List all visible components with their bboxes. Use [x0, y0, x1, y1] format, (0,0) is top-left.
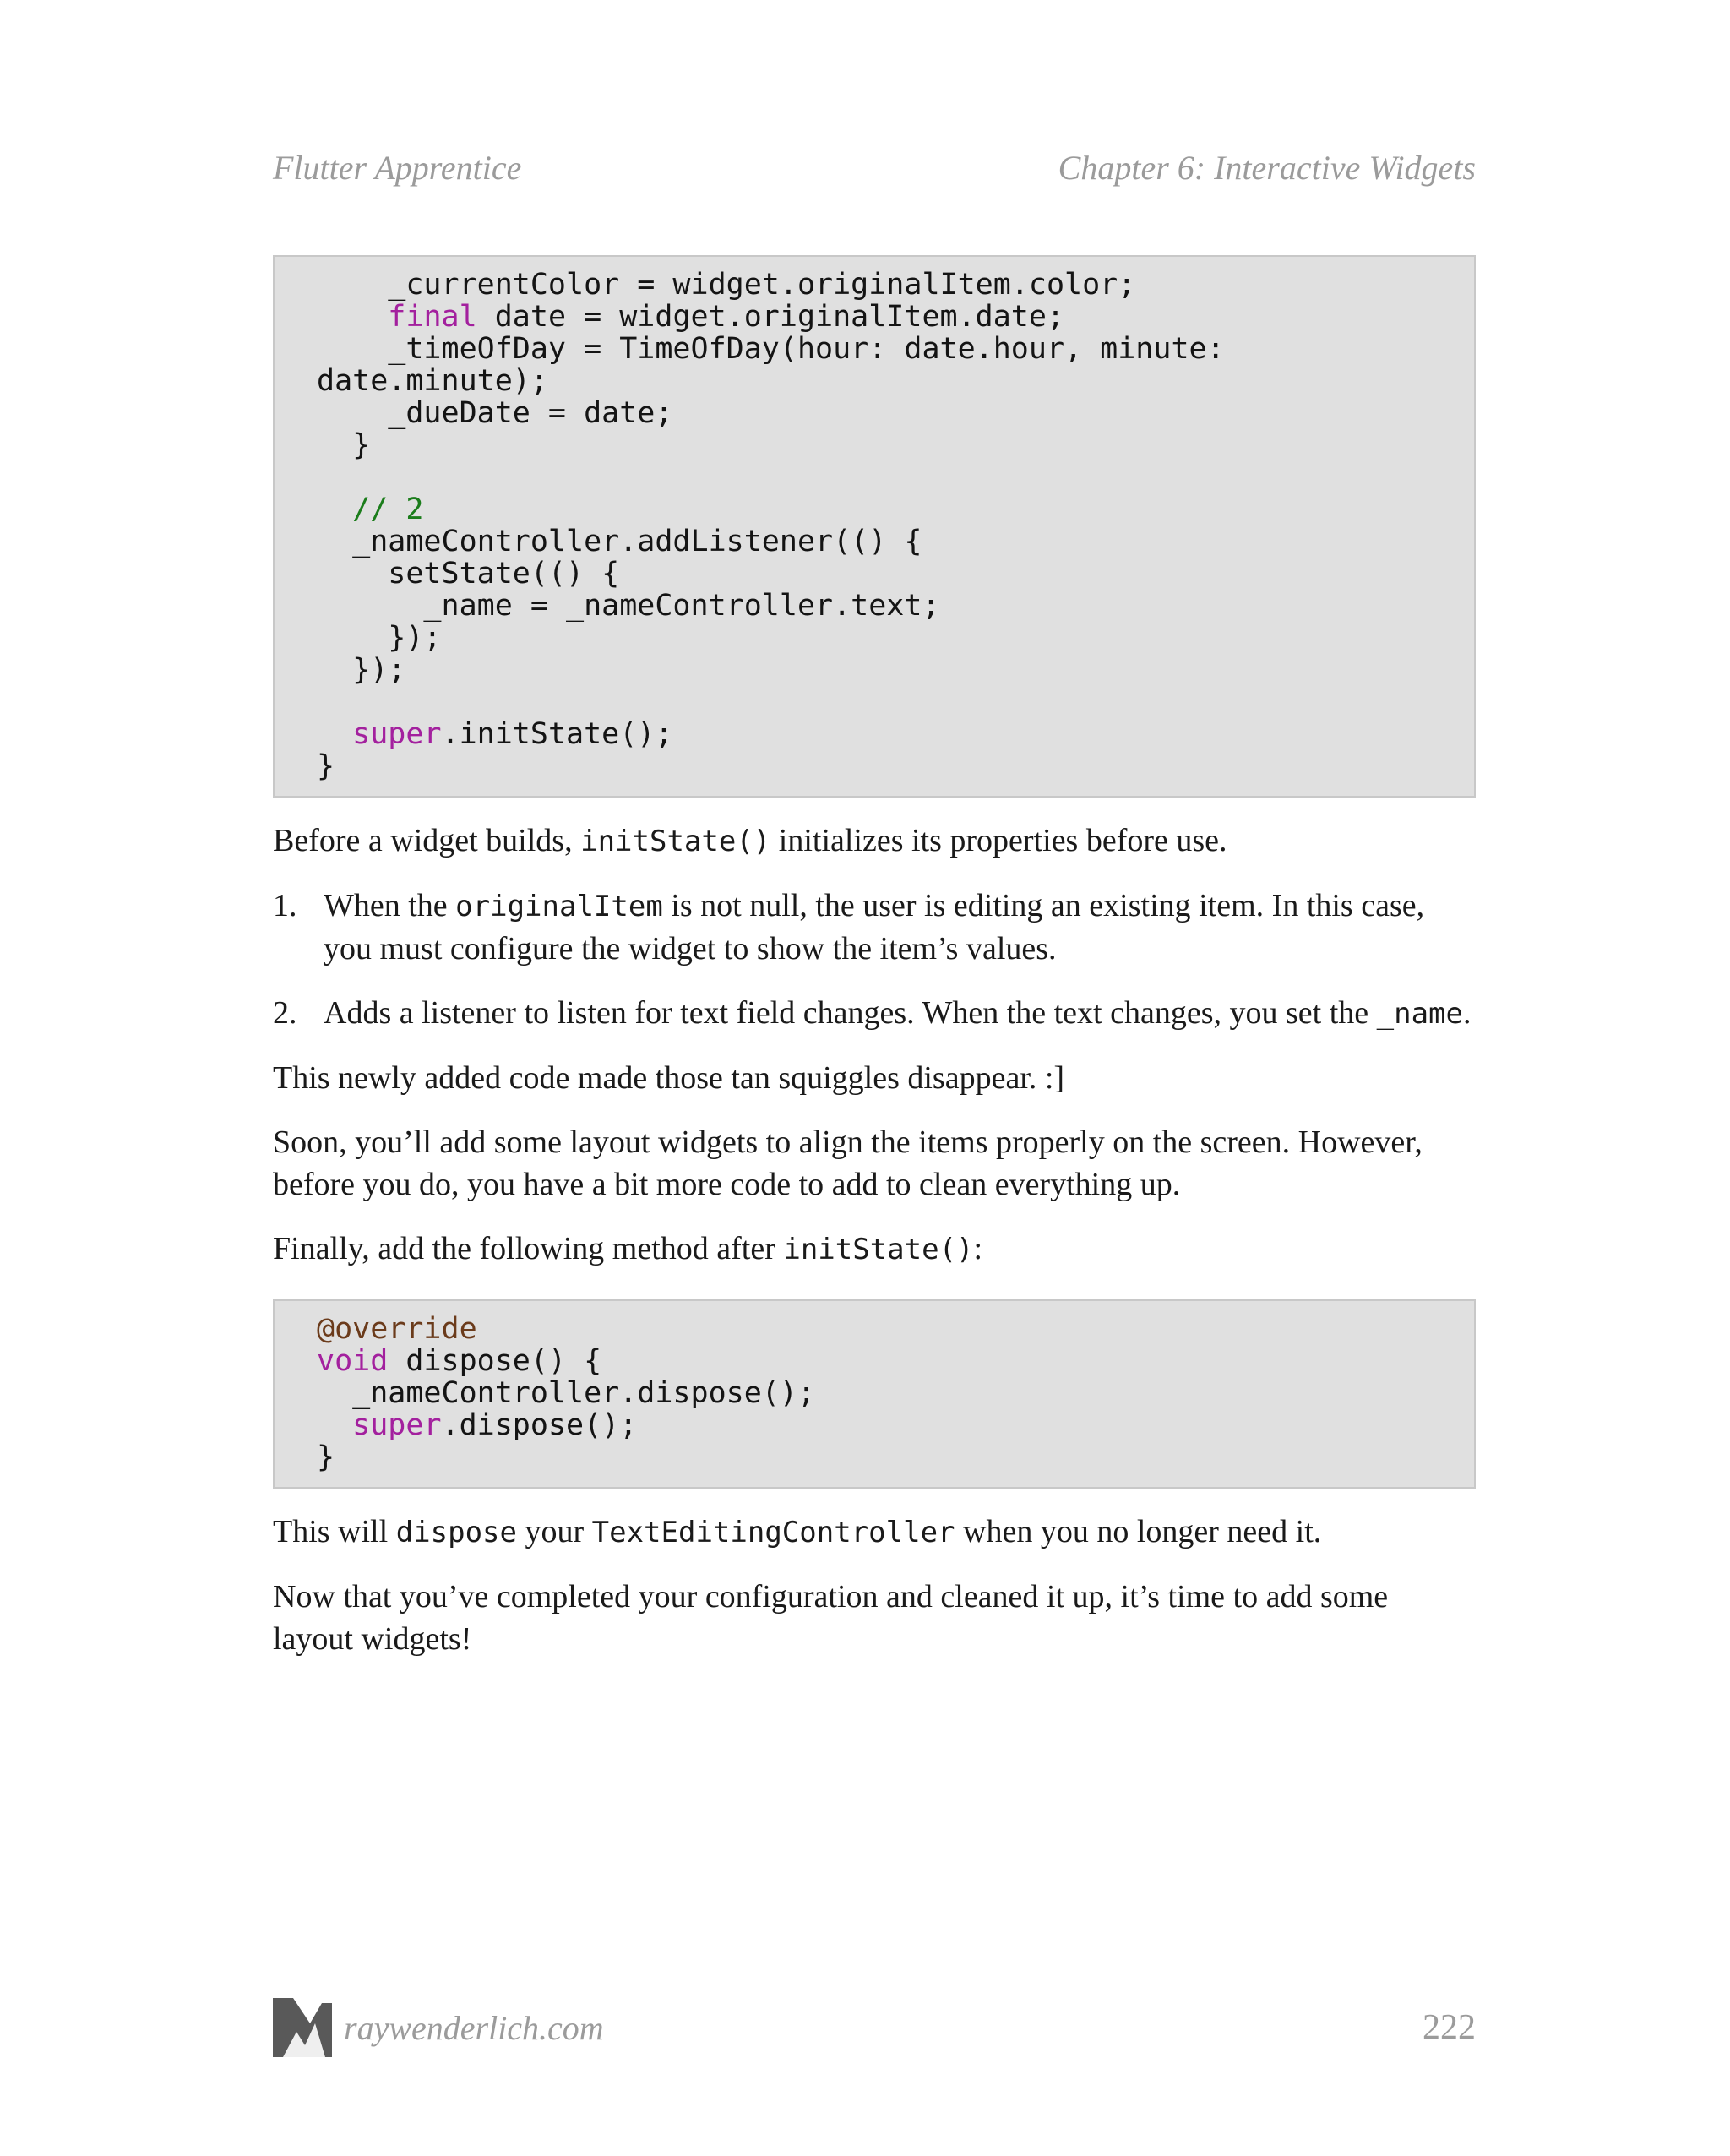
list-item-text: Adds a listener to listen for text field changes. When the text changes, you set the _name. [324, 995, 1472, 1031]
code-token: // 2 [352, 493, 424, 526]
code-line [317, 525, 1457, 558]
code-token [317, 300, 388, 334]
code-token: date = widget.originalItem.date; [476, 300, 1065, 334]
code-line [317, 558, 1457, 590]
code-line [317, 461, 1457, 493]
code-token: .initState(); [441, 717, 673, 751]
page-header [273, 142, 1476, 193]
code-token: } [317, 428, 371, 462]
list-number: 2. [273, 995, 297, 1031]
book-title: Flutter Apprentice [273, 148, 522, 187]
numbered-list [273, 885, 1476, 1035]
raywenderlich-logo-icon [273, 1998, 332, 2057]
code-token: _name = _nameController.text; [317, 589, 940, 623]
code-line [317, 301, 1457, 333]
code-token: .dispose(); [441, 1408, 638, 1442]
code-line [317, 750, 1457, 782]
code-token: dispose() { [388, 1344, 602, 1378]
page-content [273, 255, 1476, 1660]
inline-code: initState() [783, 1233, 974, 1266]
code-line [317, 686, 1457, 718]
list-item [273, 885, 1476, 970]
list-item-text: When the originalItem is not null, the user is editing an existing item. In this case, you must configure the widget to show the item’s values. [324, 888, 1425, 966]
code-line [317, 590, 1457, 622]
code-line [317, 493, 1457, 525]
code-token: super [352, 717, 442, 751]
code-token: _nameController.dispose(); [317, 1376, 816, 1410]
paragraph-init-state: Before a widget builds, initState() initializes its properties before use. [273, 823, 1227, 858]
code-token: } [317, 1440, 335, 1474]
inline-code: originalItem [455, 890, 663, 923]
chapter-title: Chapter 6: Interactive Widgets [1058, 148, 1476, 187]
code-line [317, 429, 1457, 461]
code-token [317, 717, 352, 751]
code-token: void [317, 1344, 389, 1378]
page-footer [273, 1995, 1476, 2060]
code-line [317, 654, 1457, 686]
code-line [317, 1313, 1457, 1345]
inline-code: TextEditingController [591, 1516, 955, 1549]
code-line [317, 269, 1457, 301]
code-line [317, 397, 1457, 429]
inline-code: _name [1376, 997, 1463, 1031]
paragraph-final: Now that you’ve completed your configuration and cleaned it up, it’s time to add some layout widgets! [273, 1579, 1389, 1657]
inline-code: dispose [395, 1516, 517, 1549]
code-block-init-state [273, 255, 1476, 798]
code-token: } [317, 749, 335, 783]
paragraph-dispose: This will dispose your TextEditingController when you no longer need it. [273, 1514, 1322, 1549]
paragraph-squiggles: This newly added code made those tan squiggles disappear. :] [273, 1060, 1065, 1096]
code-token: _currentColor = widget.originalItem.color; [317, 268, 1136, 302]
code-line [317, 1377, 1457, 1409]
code-token [317, 493, 352, 526]
brand [273, 1998, 604, 2057]
inline-code: initState() [580, 825, 771, 858]
code-token: }); [317, 653, 406, 687]
code-line [317, 1409, 1457, 1441]
code-block-dispose [273, 1299, 1476, 1489]
code-line [317, 718, 1457, 750]
list-item [273, 992, 1476, 1035]
code-line [317, 1441, 1457, 1473]
paragraph-layout: Soon, you’ll add some layout widgets to align the items properly on the screen. However, before you do, you have a bit more code to add to clean everything up. [273, 1124, 1423, 1202]
code-token: }); [317, 621, 442, 655]
code-line [317, 333, 1457, 365]
code-token: @override [317, 1312, 477, 1346]
code-token: super [352, 1408, 442, 1442]
paragraph-finally: Finally, add the following method after initState(): [273, 1231, 983, 1266]
code-line [317, 622, 1457, 654]
site-url: raywenderlich.com [344, 2008, 604, 2047]
page-number: 222 [1423, 2008, 1476, 2047]
code-token: _dueDate = date; [317, 396, 673, 430]
code-token: final [388, 300, 477, 334]
code-token [317, 1408, 352, 1442]
code-token: _timeOfDay = TimeOfDay(hour: date.hour, minute: [317, 332, 1225, 366]
code-token: _nameController.addListener(() { [317, 525, 922, 558]
code-line [317, 1345, 1457, 1377]
code-token: setState(() { [317, 557, 620, 591]
code-token: date.minute); [317, 364, 548, 398]
list-number: 1. [273, 888, 297, 923]
code-line [317, 365, 1457, 397]
